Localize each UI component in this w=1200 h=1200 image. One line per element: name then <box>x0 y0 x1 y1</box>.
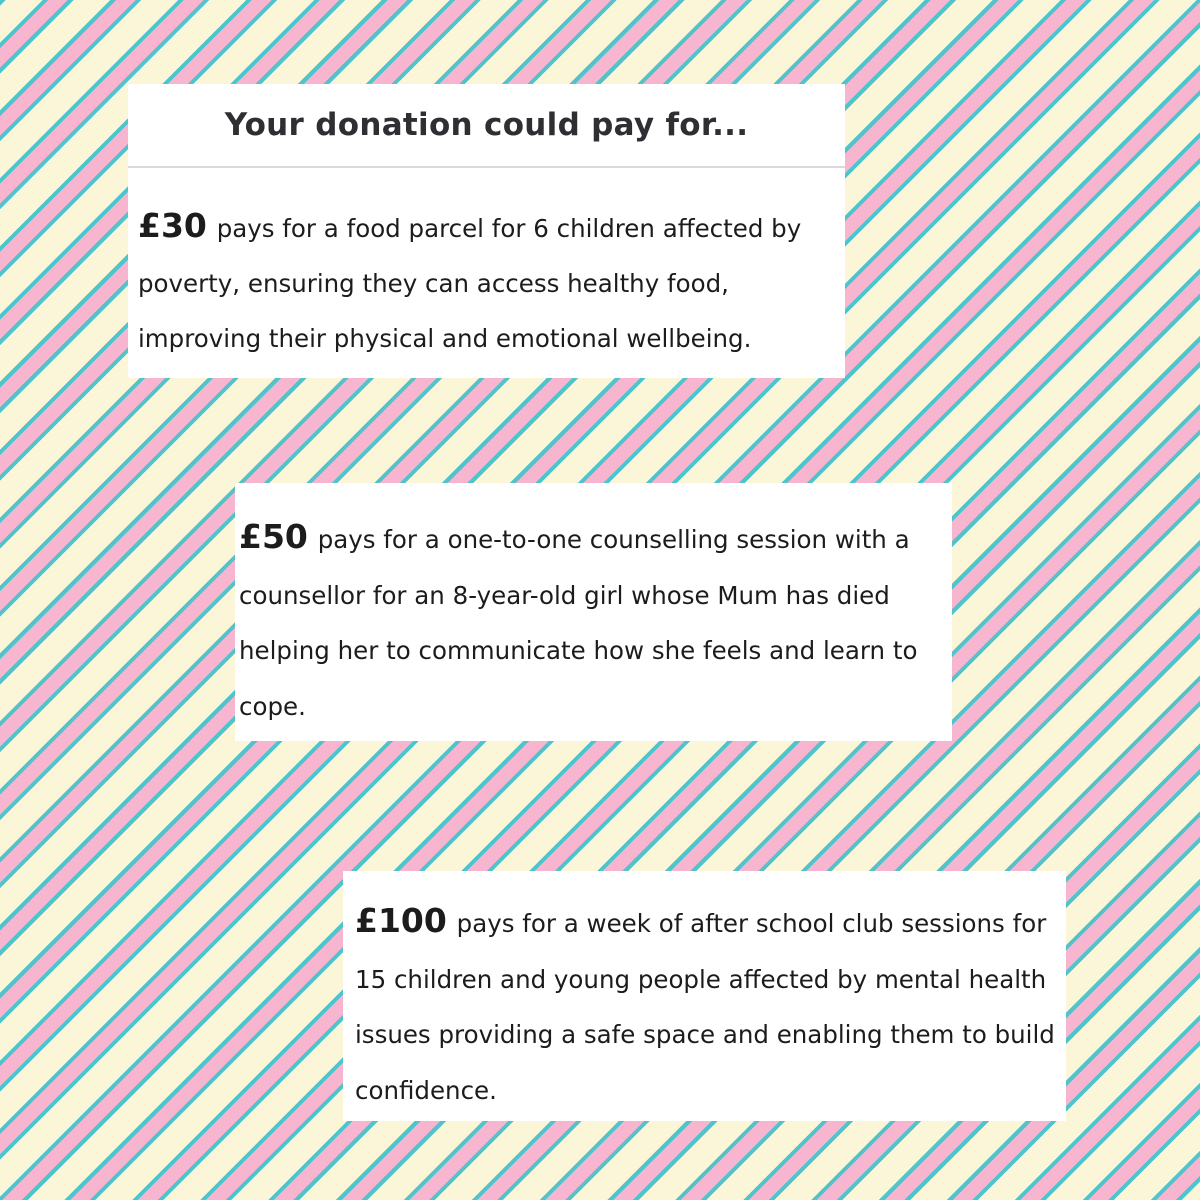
donation-card-50 <box>235 483 952 741</box>
donation-description: pays for a one-to-one counselling session with a counsellor for an 8-year-old girl whose Mum has died helping her to communicate how she feels and learn to cope. <box>239 525 918 721</box>
donation-item-text <box>355 893 1056 1118</box>
donation-amount: £100 <box>355 901 447 940</box>
donation-item-text <box>239 509 942 734</box>
page-title: Your donation could pay for... <box>224 107 749 143</box>
donation-card-30 <box>128 84 845 378</box>
donation-card-100 <box>343 871 1066 1121</box>
card-body <box>235 483 952 734</box>
donation-description: pays for a week of after school club sessions for 15 children and young people affected by mental health issues providing a safe space and enabling them to build confidence. <box>355 909 1055 1105</box>
card-header <box>128 84 845 168</box>
donation-amount: £50 <box>239 517 308 556</box>
card-body <box>128 168 845 366</box>
donation-description: pays for a food parcel for 6 children affected by poverty, ensuring they can access healthy food, improving their physical and emotional wellbeing. <box>138 214 802 353</box>
donation-amount: £30 <box>138 206 207 245</box>
donation-item-text <box>138 198 835 366</box>
card-body <box>343 871 1066 1118</box>
